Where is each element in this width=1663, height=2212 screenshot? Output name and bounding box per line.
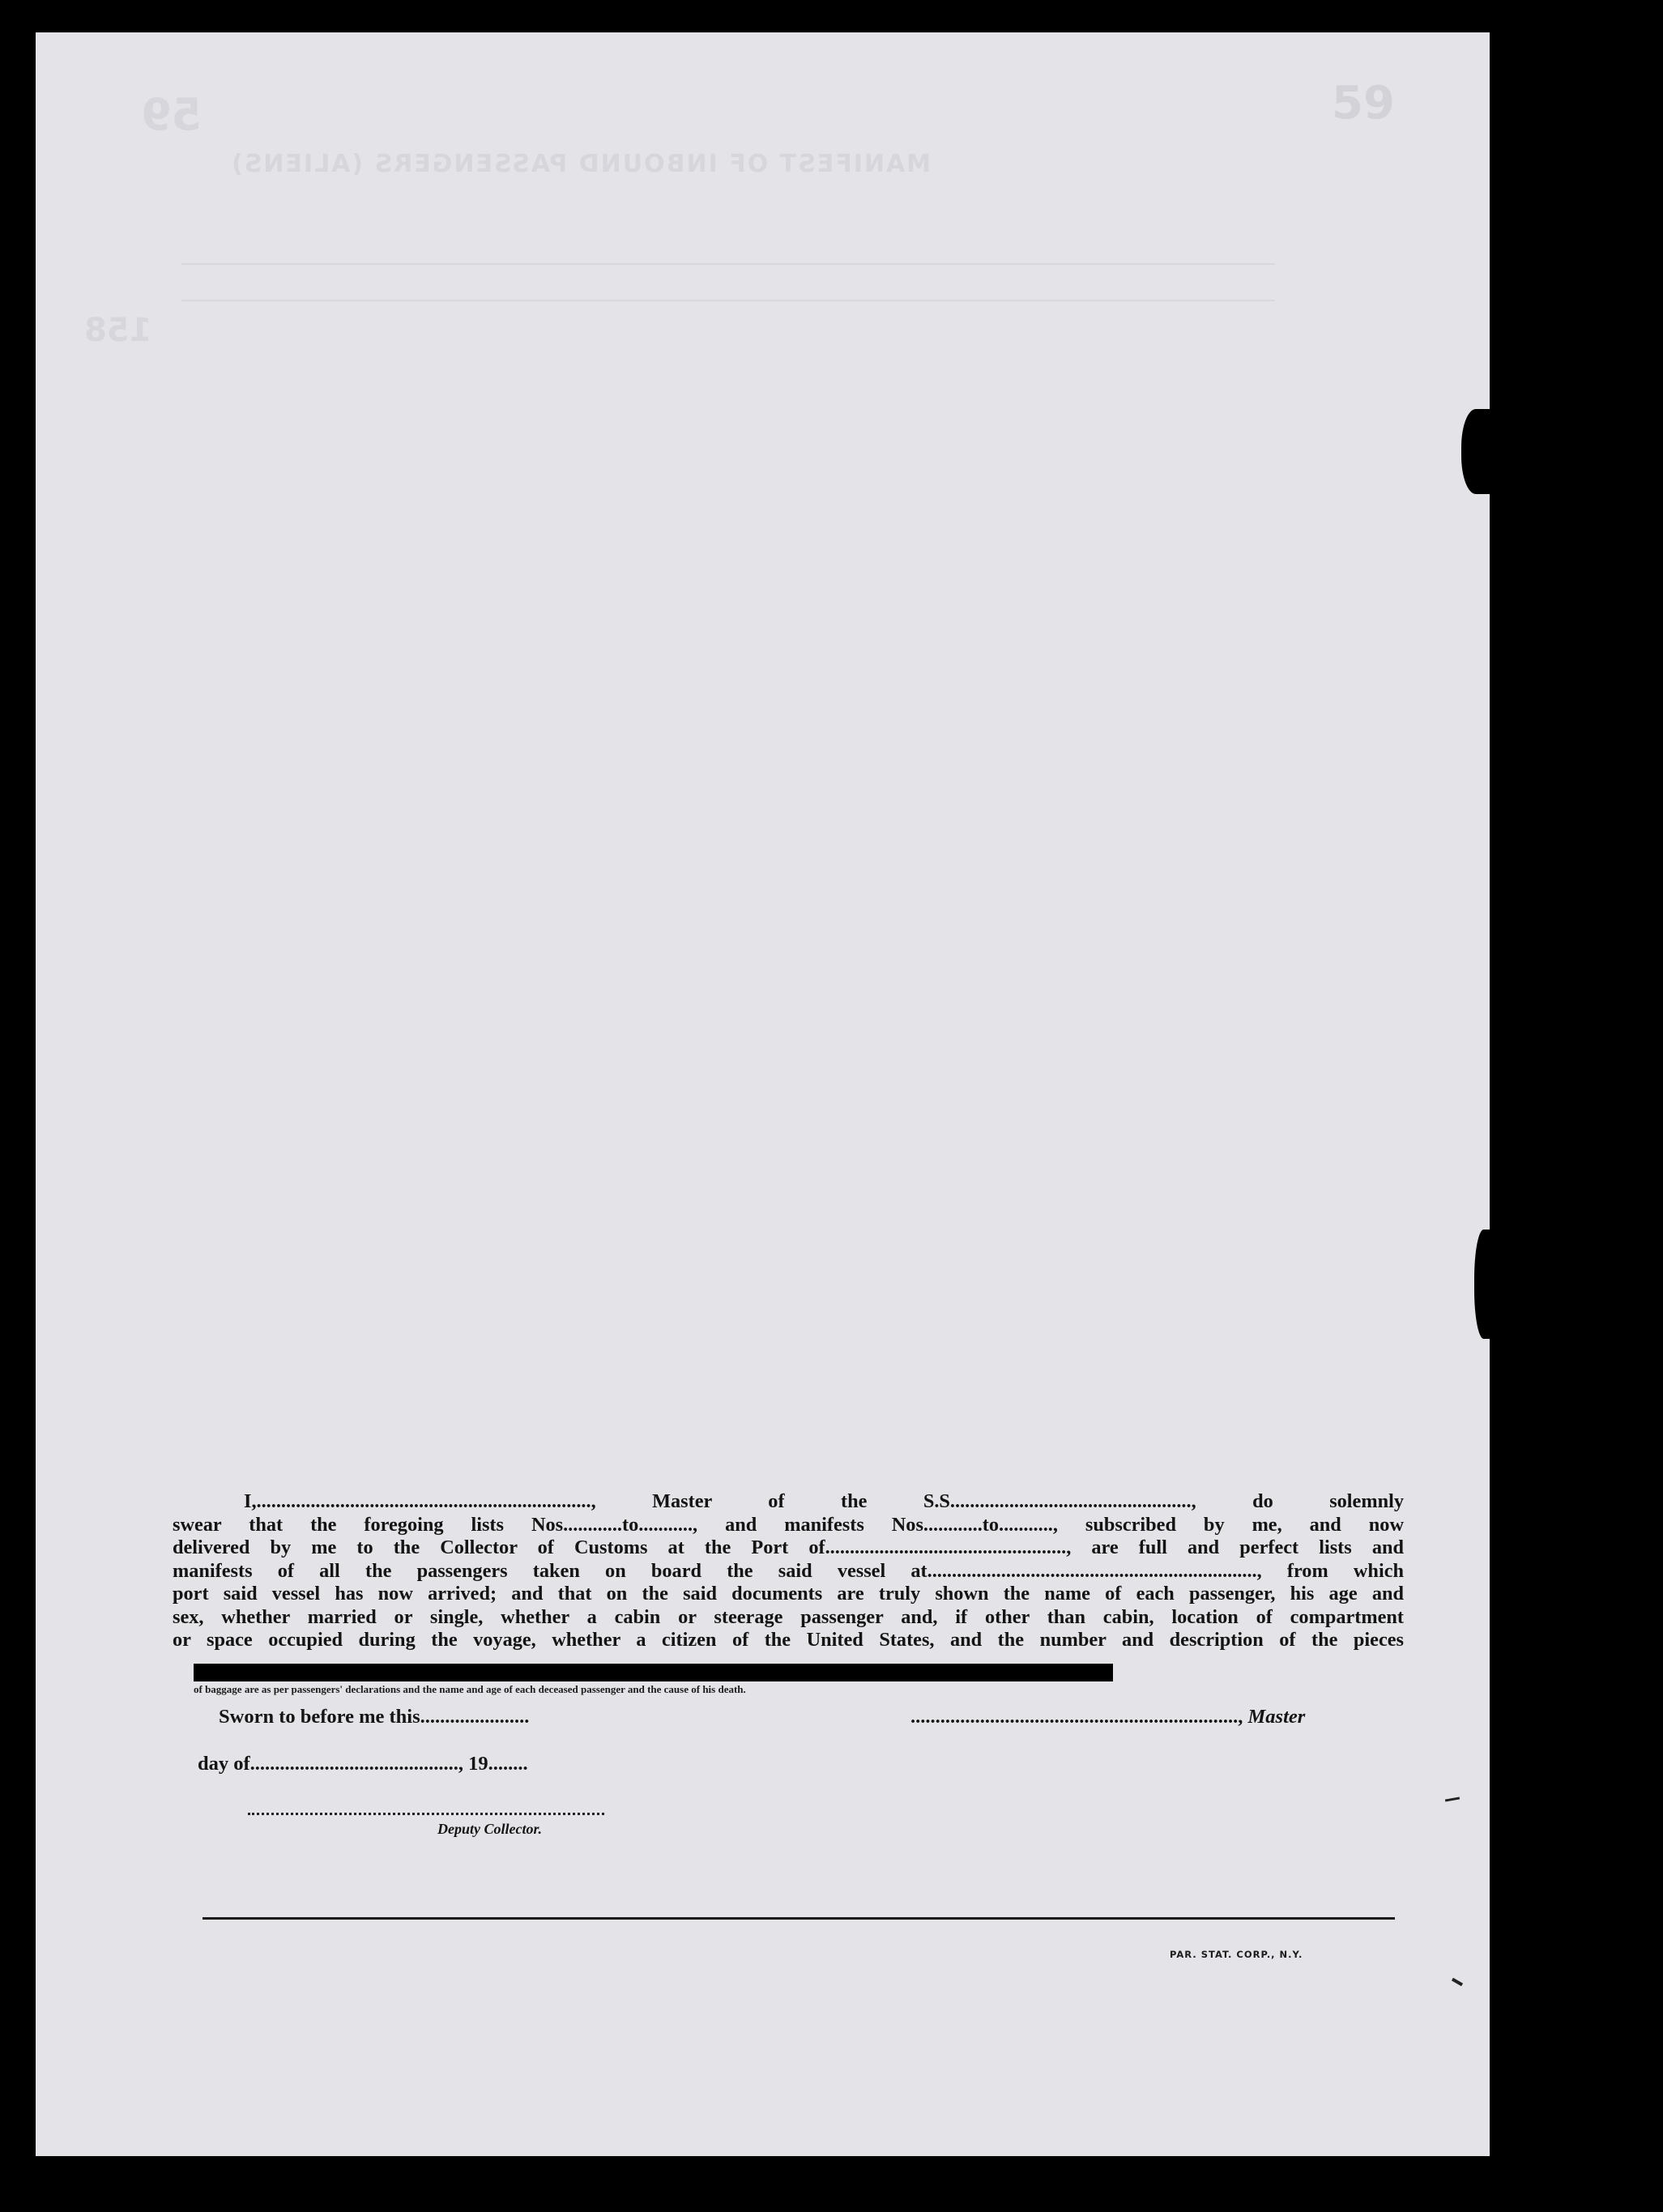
master-dotted-line: ..................................................................,: [910, 1706, 1243, 1728]
master-label: Master: [1247, 1706, 1306, 1728]
oath-paragraph: [173, 1490, 1404, 1652]
oath-line: sex, whether married or single, whether a cabin or steerage passenger and, if other than cabin, location of compartment: [173, 1605, 1404, 1628]
redaction-bar: [194, 1664, 1113, 1681]
deputy-collector-signature-line: [248, 1813, 604, 1815]
ink-speck: [1445, 1796, 1460, 1801]
oath-line: port said vessel has now arrived; and that on the said documents are truly shown the name of each passenger, his age and: [173, 1583, 1404, 1605]
deputy-collector-label: Deputy Collector.: [437, 1821, 542, 1837]
bleed-through-rule: [181, 263, 1275, 265]
bleed-through-title: MANIFEST OF INBOUND PASSENGERS (ALIENS): [230, 150, 932, 178]
ink-speck: [1452, 1978, 1463, 1986]
sworn-before-text: Sworn to before me this......................: [219, 1706, 530, 1728]
day-of-text: day of.........................................., 19........: [198, 1753, 528, 1775]
oath-line: manifests of all the passengers taken on board the said vessel at..................................................................., from which: [173, 1559, 1404, 1582]
bleed-through-rule: [181, 300, 1275, 301]
paper-tear-mark: [1474, 1230, 1495, 1339]
oath-line: I,...................................................................., Master of the S.S................................................., do solemnly: [244, 1490, 1404, 1512]
oath-continuation: of baggage are as per passengers' declarations and the name and age of each deceased passenger and the cause of his death.: [194, 1683, 746, 1695]
document-page: [36, 32, 1490, 2156]
printer-mark: PAR. STAT. CORP., N.Y.: [1170, 1949, 1303, 1960]
bleed-through-list-number: 158: [84, 312, 152, 349]
bleed-through-page-number-right: 59: [1332, 77, 1395, 130]
oath-line: delivered by me to the Collector of Customs at the Port of................................................., are full and perfect lists and: [173, 1536, 1404, 1558]
oath-line: swear that the foregoing lists Nos............to..........., and manifests Nos............to..........., subscribed by me, and now: [173, 1513, 1404, 1536]
footer-rule: [203, 1917, 1395, 1920]
master-signature-line: [910, 1706, 1305, 1728]
bleed-through-page-number-left: 59: [141, 89, 203, 140]
oath-line: or space occupied during the voyage, whether a citizen of the United States, and the number and description of the pieces: [173, 1629, 1404, 1651]
paper-tear-mark: [1461, 409, 1494, 494]
